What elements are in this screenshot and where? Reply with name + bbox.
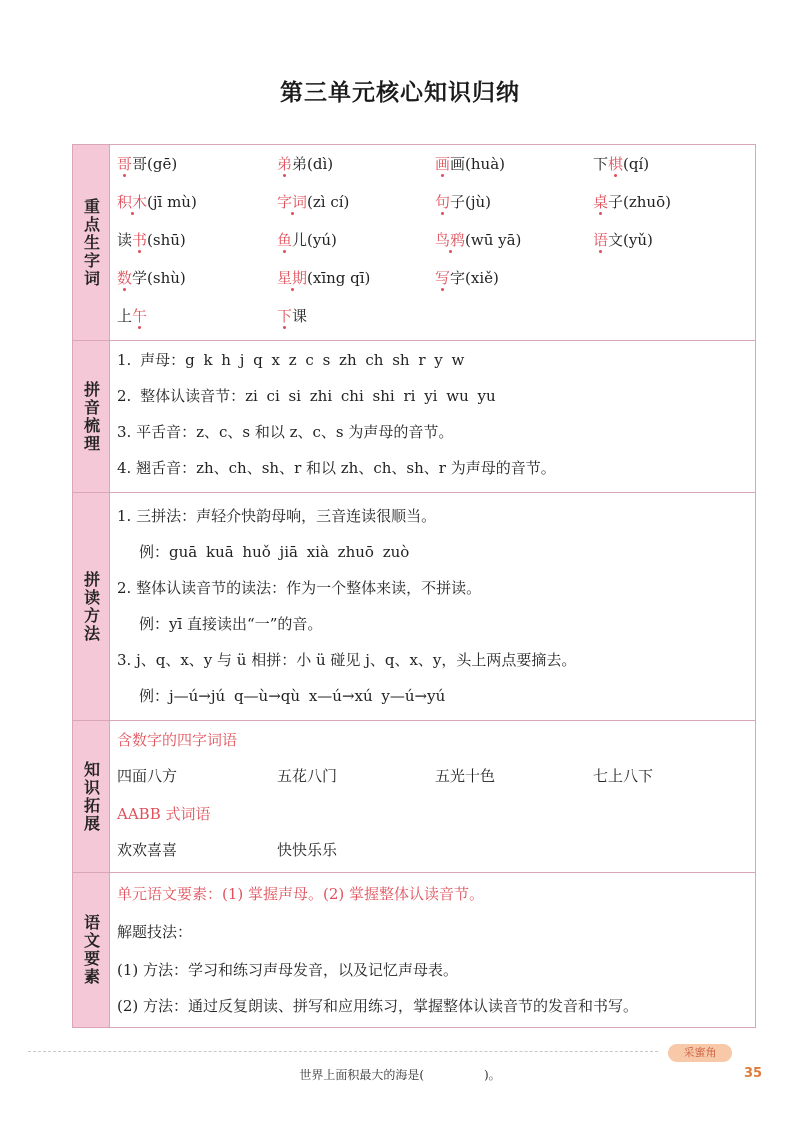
word-row <box>117 189 747 215</box>
vocab-rest: (zì cí) <box>307 193 350 211</box>
vocab-key-char: 棋 <box>608 155 624 173</box>
vocab-item <box>277 265 370 291</box>
elements-line: (1) 方法：学习和练习声母发音，以及记忆声母表。 <box>117 961 459 979</box>
vocab-item <box>593 189 671 215</box>
vocab-rest: 文(yǔ) <box>608 231 653 249</box>
idiom-word: 七上八下 <box>593 767 654 785</box>
vocab-key-char: 画 <box>435 155 451 173</box>
vocab-rest: (qí) <box>623 155 650 173</box>
vocab-key-char: 鸟鸦 <box>435 231 466 249</box>
vocab-rest: 子(zhuō) <box>608 193 671 211</box>
section-extension <box>73 720 755 872</box>
word-row <box>117 151 747 177</box>
vocab-rest: 子(jù) <box>450 193 492 211</box>
idiom-word: 五光十色 <box>435 767 496 785</box>
example-line: 例：j—ú→jú q—ù→qù x—ú→xú y—ú→yú <box>139 687 446 705</box>
vocab-rest: (wū yā) <box>465 231 522 249</box>
vocab-key-char: 语 <box>593 231 609 249</box>
section-pinyin <box>73 340 755 492</box>
page-title: 第三单元核心知识归纳 <box>280 80 520 106</box>
section-label: 拼读方法 <box>81 570 101 643</box>
vocab-item <box>277 151 333 177</box>
elements-line: (2) 方法：通过反复朗读、拼写和应用练习，掌握整体认读音节的发音和书写。 <box>117 997 639 1015</box>
section-spelling-method <box>73 492 755 720</box>
vocab-item <box>593 151 649 177</box>
vocab-item <box>117 303 147 329</box>
vocab-key-char: 弟 <box>277 155 293 173</box>
example-line: 例：yī 直接读出“一”的音。 <box>139 615 323 633</box>
section-label: 语文要素 <box>81 914 101 986</box>
footer-badge: 采蜜角 <box>668 1044 732 1062</box>
extension-content <box>117 721 747 872</box>
extension-heading: 含数字的四字词语 <box>117 731 238 749</box>
vocab-key-char: 下 <box>277 307 293 325</box>
vocab-key-char: 书 <box>132 231 148 249</box>
footer-question: 世界上面积最大的海是( )。 <box>299 1068 501 1082</box>
vocab-key-char: 字词 <box>277 193 308 211</box>
section-label-cell <box>73 145 110 340</box>
vocab-item <box>117 189 197 215</box>
word-row <box>117 227 747 253</box>
elements-content <box>117 873 747 1027</box>
vocab-key-char: 写 <box>435 269 451 287</box>
vocab-rest: 画(huà) <box>450 155 505 173</box>
pinyin-line: 4. 翘舌音：zh、ch、sh、r 和以 zh、ch、sh、r 为声母的音节。 <box>117 459 556 477</box>
section-label-cell <box>73 341 110 492</box>
vocab-item <box>435 151 505 177</box>
extension-heading: AABB 式词语 <box>117 805 211 823</box>
vocab-char: 上 <box>117 307 133 325</box>
vocab-rest: 哥(gē) <box>132 155 178 173</box>
vocab-rest: 课 <box>292 307 308 325</box>
vocab-rest: 儿(yú) <box>292 231 337 249</box>
method-line: 2. 整体认读音节的读法：作为一个整体来读，不拼读。 <box>117 579 482 597</box>
vocab-rest: 弟(dì) <box>292 155 334 173</box>
idiom-word: 四面八方 <box>117 767 178 785</box>
word-row <box>117 837 747 863</box>
vocab-key-char: 桌 <box>593 193 609 211</box>
section-label: 知识拓展 <box>81 760 101 833</box>
vocab-rest: 学(shù) <box>132 269 186 287</box>
key-words-grid <box>117 145 747 340</box>
vocab-item <box>593 227 653 253</box>
pinyin-line: 2. 整体认读音节：zi ci si zhi chi shi ri yi wu yu <box>117 387 496 405</box>
vocab-key-char: 句 <box>435 193 451 211</box>
idiom-word: 五花八门 <box>277 767 338 785</box>
vocab-item <box>435 227 521 253</box>
vocab-key-char: 鱼 <box>277 231 293 249</box>
vocab-key-char: 星期 <box>277 269 308 287</box>
vocab-item <box>117 227 186 253</box>
section-language-elements <box>73 872 755 1027</box>
vocab-item <box>277 303 307 329</box>
vocab-key-char: 积木 <box>117 193 148 211</box>
section-key-words <box>73 145 755 340</box>
example-line: 例：guā kuā huǒ jiā xià zhuō zuò <box>139 543 410 561</box>
vocab-item <box>117 265 186 291</box>
vocab-rest: (xīng qī) <box>307 269 371 287</box>
vocab-char: 读 <box>117 231 133 249</box>
word-row <box>117 303 747 329</box>
section-label-cell <box>73 493 110 720</box>
vocab-item <box>435 189 491 215</box>
elements-line: 解题技法： <box>117 923 193 941</box>
vocab-key-char: 哥 <box>117 155 133 173</box>
vocab-key-char: 数 <box>117 269 133 287</box>
elements-heading: 单元语文要素：(1) 掌握声母。(2) 掌握整体认读音节。 <box>117 885 485 903</box>
section-label-cell <box>73 873 110 1027</box>
word-row <box>117 763 747 789</box>
vocab-rest: 字(xiě) <box>450 269 499 287</box>
pinyin-line: 3. 平舌音：z、c、s 和以 z、c、s 为声母的音节。 <box>117 423 454 441</box>
vocab-char: 下 <box>593 155 609 173</box>
knowledge-table <box>72 144 756 1028</box>
vocab-item <box>277 189 349 215</box>
vocab-rest: (shū) <box>147 231 186 249</box>
aabb-word: 欢欢喜喜 <box>117 841 178 859</box>
pinyin-content <box>117 341 747 492</box>
pinyin-line: 1. 声母：g k h j q x z c s zh ch sh r y w <box>117 351 465 369</box>
method-line: 1. 三拼法：声轻介快韵母响，三音连读很顺当。 <box>117 507 437 525</box>
spelling-content <box>117 493 747 720</box>
page-number: 35 <box>744 1066 763 1081</box>
footer-divider <box>28 1051 658 1052</box>
vocab-item <box>117 151 177 177</box>
word-row <box>117 265 747 291</box>
section-label: 拼音梳理 <box>81 380 101 453</box>
vocab-item <box>435 265 499 291</box>
vocab-rest: (jī mù) <box>147 193 197 211</box>
section-label: 重点生字词 <box>81 197 101 288</box>
vocab-key-char: 午 <box>132 307 148 325</box>
aabb-word: 快快乐乐 <box>277 841 338 859</box>
section-label-cell <box>73 721 110 872</box>
vocab-item <box>277 227 337 253</box>
method-line: 3. j、q、x、y 与 ü 相拼：小 ü 碰见 j、q、x、y，头上两点要摘去。 <box>117 651 577 669</box>
